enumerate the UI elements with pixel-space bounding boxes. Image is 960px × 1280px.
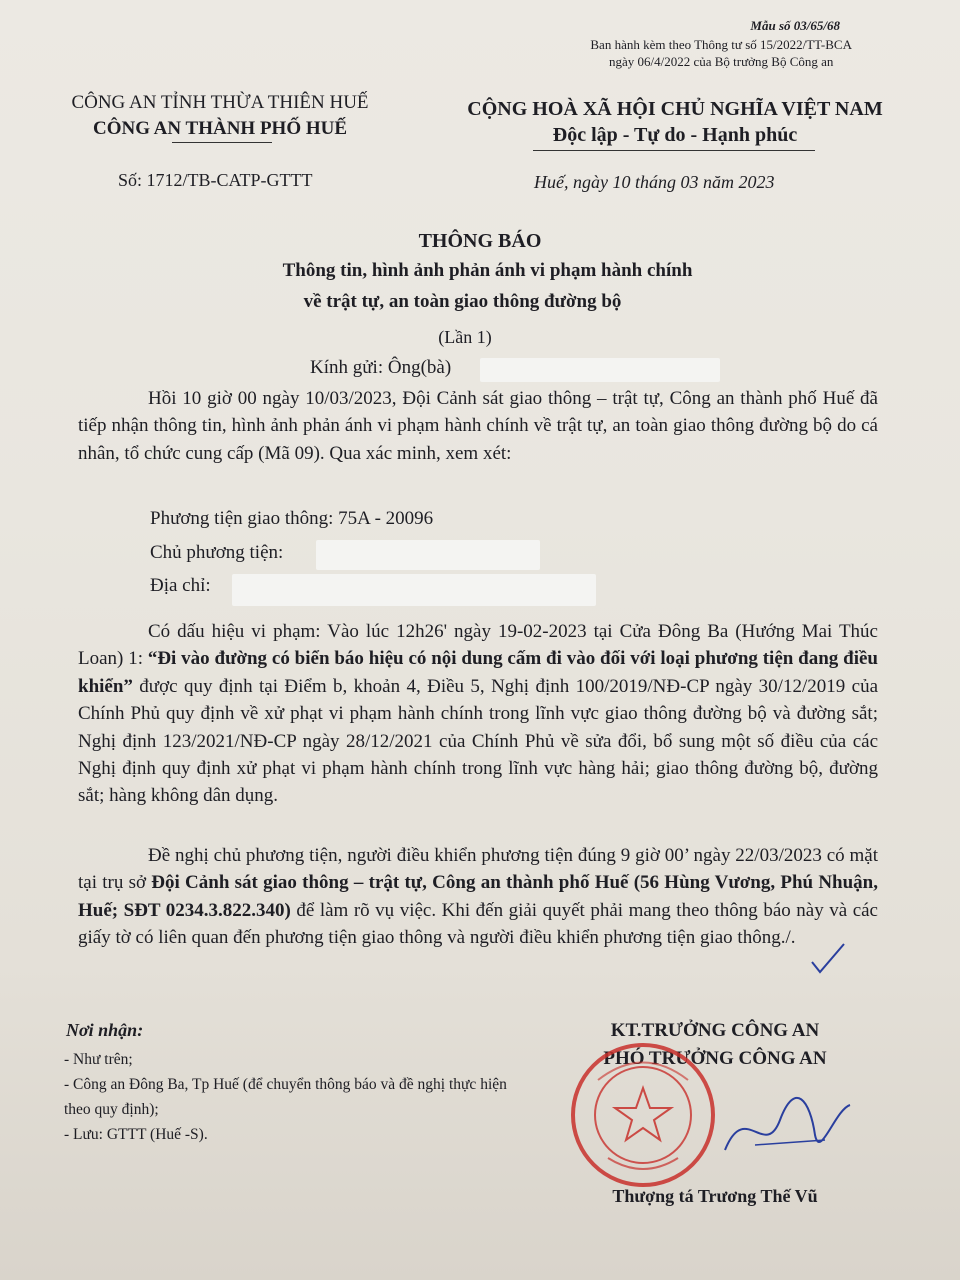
violation-description: “Đi vào đường có biển báo hiệu có nội dung cấm đi vào đối với loại phương tiện đang điều khiển” <box>78 648 878 697</box>
nation-name: CỘNG HOÀ XÃ HỘI CHỦ NGHĨA VIỆT NAM <box>467 98 883 120</box>
org-parent: CÔNG AN TỈNH THỪA THIÊN HUẾ <box>71 92 369 113</box>
recipients-title: Nơi nhận: <box>66 1020 144 1040</box>
form-issued-note <box>590 36 852 70</box>
form-issued-line-2: ngày 06/4/2022 của Bộ trưởng Bộ Công an <box>608 54 834 69</box>
signature-title-2: PHÓ TRƯỞNG CÔNG AN <box>603 1048 827 1069</box>
form-code: Mẫu số 03/65/68 <box>750 18 840 33</box>
motto-underline <box>533 150 815 151</box>
recipient-label: Kính gửi: Ông(bà) <box>310 357 452 378</box>
request-paragraph <box>78 842 878 952</box>
recipient-item: - Lưu: GTTT (Huế -S). <box>64 1126 208 1143</box>
form-issued-line-1: Ban hành kèm theo Thông tư số 15/2022/TT-BCA <box>590 37 852 52</box>
signer-name: Thượng tá Trương Thế Vũ <box>612 1186 818 1206</box>
violation-legal-basis: được quy định tại Điểm b, khoản 4, Điều 5, Nghị định 100/2019/NĐ-CP ngày 30/12/2019 của Chính Phủ quy định về xử phạt vi phạm hành chính trong lĩnh vực giao thông đường bộ và đường sắt; Nghị định 123/2021/NĐ-CP ngày 28/12/2021 của Chính Phủ về sửa đổi, bổ sung một số điều của các Nghị định quy định xử phạt vi phạm hành chính trong lĩnh vực hàng hải; giao thông đường bộ, đường sắt; hàng không dân dụng. <box>78 675 878 807</box>
place-date: Huế, ngày 10 tháng 03 năm 2023 <box>534 172 775 192</box>
document-title: THÔNG BÁO <box>418 230 542 252</box>
checkmark-icon <box>810 942 846 976</box>
recipients-list <box>64 1047 514 1147</box>
handwritten-signature-icon <box>715 1090 855 1170</box>
org-underline <box>172 142 272 143</box>
document-subtitle-2: về trật tự, an toàn giao thông đường bộ <box>303 291 622 312</box>
nation-motto: Độc lập - Tự do - Hạnh phúc <box>552 124 798 146</box>
official-seal-icon <box>568 1040 718 1190</box>
recipient-item: - Như trên; <box>64 1051 133 1068</box>
document-subtitle-1: Thông tin, hình ảnh phản ánh vi phạm hành chính <box>282 260 693 281</box>
recipient-item: - Công an Đông Ba, Tp Huế (để chuyển thông báo và đề nghị thực hiện theo quy định); <box>64 1076 507 1118</box>
signature-title-1: KT.TRƯỞNG CÔNG AN <box>610 1020 820 1041</box>
intro-text: Hồi 10 giờ 00 ngày 10/03/2023, Đội Cảnh sát giao thông – trật tự, Công an thành phố Huế đã tiếp nhận thông tin, hình ảnh phản ánh vi phạm hành chính về trật tự, an toàn giao thông đường bộ do cá nhân, tổ chức cung cấp (Mã 09). Qua xác minh, xem xét: <box>78 388 878 464</box>
org-unit: CÔNG AN THÀNH PHỐ HUẾ <box>92 118 348 139</box>
request-instructions: để làm rõ vụ việc. Khi đến giải quyết phải mang theo thông báo này và các giấy tờ có liên quan đến phương tiện giao thông và người điều khiển phương tiện giao thông./. <box>78 899 878 949</box>
request-location: Đội Cảnh sát giao thông – trật tự, Công an thành phố Huế (56 Hùng Vương, Phú Nhuận, Huế; SĐT 0234.3.822.340) <box>78 872 878 921</box>
document-number: Số: 1712/TB-CATP-GTTT <box>118 170 313 190</box>
violation-paragraph <box>78 618 878 810</box>
address-label: Địa chỉ: <box>150 575 211 596</box>
owner-label: Chủ phương tiện: <box>150 542 284 563</box>
request-intro: Đề nghị chủ phương tiện, người điều khiển phương tiện đúng 9 giờ 00’ ngày 22/03/2023 có mặt tại trụ sở <box>78 845 878 894</box>
redacted-address <box>232 574 596 606</box>
redacted-recipient-name <box>480 358 720 382</box>
vehicle-line: Phương tiện giao thông: 75A - 20096 <box>150 508 434 529</box>
notice-round: (Lần 1) <box>438 327 492 347</box>
redacted-owner-name <box>316 540 540 570</box>
violation-intro: Có dấu hiệu vi phạm: Vào lúc 12h26' ngày 19-02-2023 tại Cửa Đông Ba (Hướng Mai Thúc Loan) 1: <box>78 621 878 670</box>
